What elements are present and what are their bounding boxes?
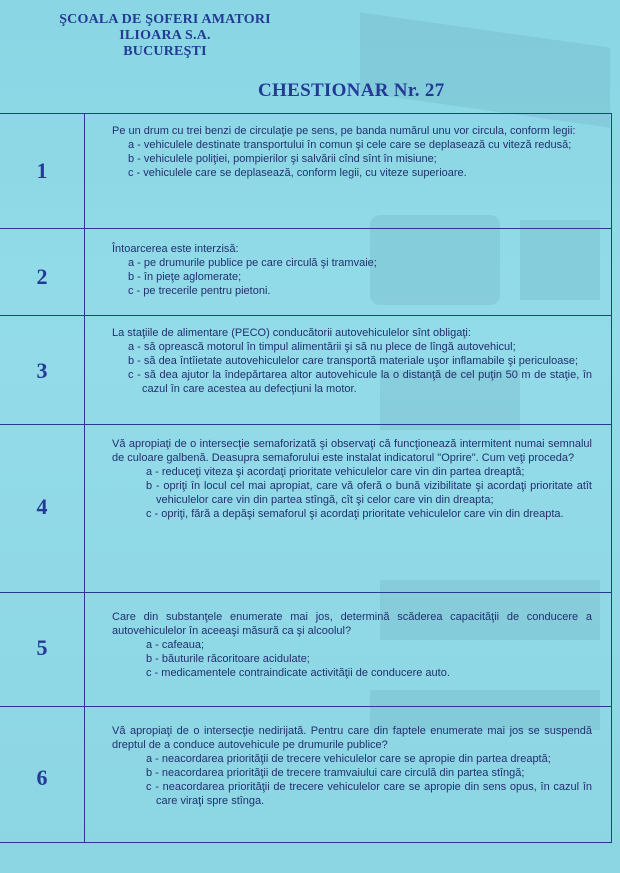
answer-option: c - neacordarea priorităţii de trecere vehiculelor care se apropie din sens opus, în cazul în care viraţi spre stînga. [146,781,592,807]
table-divider [0,228,612,229]
question-block [112,242,592,298]
question-block [112,326,592,396]
answer-option: b - vehiculele poliţiei, pompierilor şi salvării cînd sînt în misiune; [128,153,437,165]
question-text: Vă apropiaţi de o intersecţie nedirijată. Pentru care din faptele enumerate mai jos se suspendă dreptul de a conduce autovehicule pe drumurile publice? [112,725,592,751]
school-name: ŞCOALA DE ŞOFERI AMATORI [59,12,271,27]
company-name: ILIOARA S.A. [119,28,211,43]
answer-option: a - pe drumurile publice pe care circulă şi tramvaie; [128,257,377,269]
question-number: 6 [36,765,48,790]
question-block [112,724,592,808]
question-number: 2 [36,264,48,289]
answer-option: a - vehiculele destinate transportului în comun şi cele care se deplasează cu viteză redusă; [128,139,572,151]
table-divider [0,842,612,843]
question-block [112,610,592,680]
table-divider [0,113,612,114]
column-divider [84,113,85,842]
answer-option: a - neacordarea priorităţii de trecere vehiculelor care se apropie din partea dreaptă; [146,753,551,765]
question-text: Întoarcerea este interzisă: [112,243,239,255]
table-right-border [611,113,612,842]
answer-option: b - opriţi în locul cel mai apropiat, care vă oferă o bună vizibilitate şi acordaţi prioritate atît vehiculelor care vin din partea stîngă, cît şi celor care vin din dreapta; [146,480,592,506]
question-number: 4 [36,494,48,519]
answer-option: a - să oprească motorul în timpul alimentării şi să nu plece de lîngă autovehicul; [128,341,516,353]
table-divider [0,592,612,593]
question-text: La staţiile de alimentare (PECO) conducătorii autovehiculelor sînt obligaţi: [112,327,471,339]
question-block [112,124,592,180]
question-text: Pe un drum cu trei benzi de circulaţie pe sens, pe banda numărul unu vor circula, conform legii: [112,125,576,137]
answer-option: c - opriţi, fără a depăşi semaforul şi acordaţi prioritate vehiculelor care vin din dreapta. [146,508,564,520]
question-number: 3 [36,358,48,383]
table-divider [0,424,612,425]
answer-option: b - să dea întîietate autovehiculelor care transportă materiale uşor inflamabile şi periculoase; [128,355,579,367]
city-name: BUCUREŞTI [123,44,207,59]
answer-option: b - neacordarea priorităţii de trecere tramvaiului care circulă din partea stîngă; [146,767,525,779]
table-divider [0,706,612,707]
answer-option: a - cafeaua; [146,639,205,651]
answer-option: a - reduceţi viteza şi acordaţi prioritate vehiculelor care vin din partea dreaptă; [146,466,525,478]
question-block [112,437,592,521]
question-text: Vă apropiaţi de o intersecţie semaforizată şi observaţi că funcţionează intermitent numai semnalul de culoare galbenă. Deasupra semaforului este instalat indicatorul "Oprire". Cum veţi proceda? [112,438,592,464]
answer-option: c - vehiculele care se deplasează, conform legii, cu viteze superioare. [128,167,467,179]
answer-option: c - medicamentele contraindicate activităţii de conducere auto. [146,667,450,679]
question-number: 1 [36,158,48,183]
page-title: CHESTIONAR Nr. 27 [258,80,445,101]
table-divider [0,315,612,316]
question-text: Care din substanţele enumerate mai jos, determină scăderea capacităţii de conducere a autovehiculelor în aceeaşi măsură ca şi alcoolul? [112,611,592,637]
answer-option: b - băuturile răcoritoare acidulate; [146,653,310,665]
answer-option: c - să dea ajutor la îndepărtarea altor autovehicule la o distanţă de cel puţin 50 m de staţie, în cazul în care acestea au defecţiuni la motor. [128,369,592,395]
answer-option: b - în pieţe aglomerate; [128,271,242,283]
answer-option: c - pe trecerile pentru pietoni. [128,285,271,297]
question-number: 5 [36,635,48,660]
